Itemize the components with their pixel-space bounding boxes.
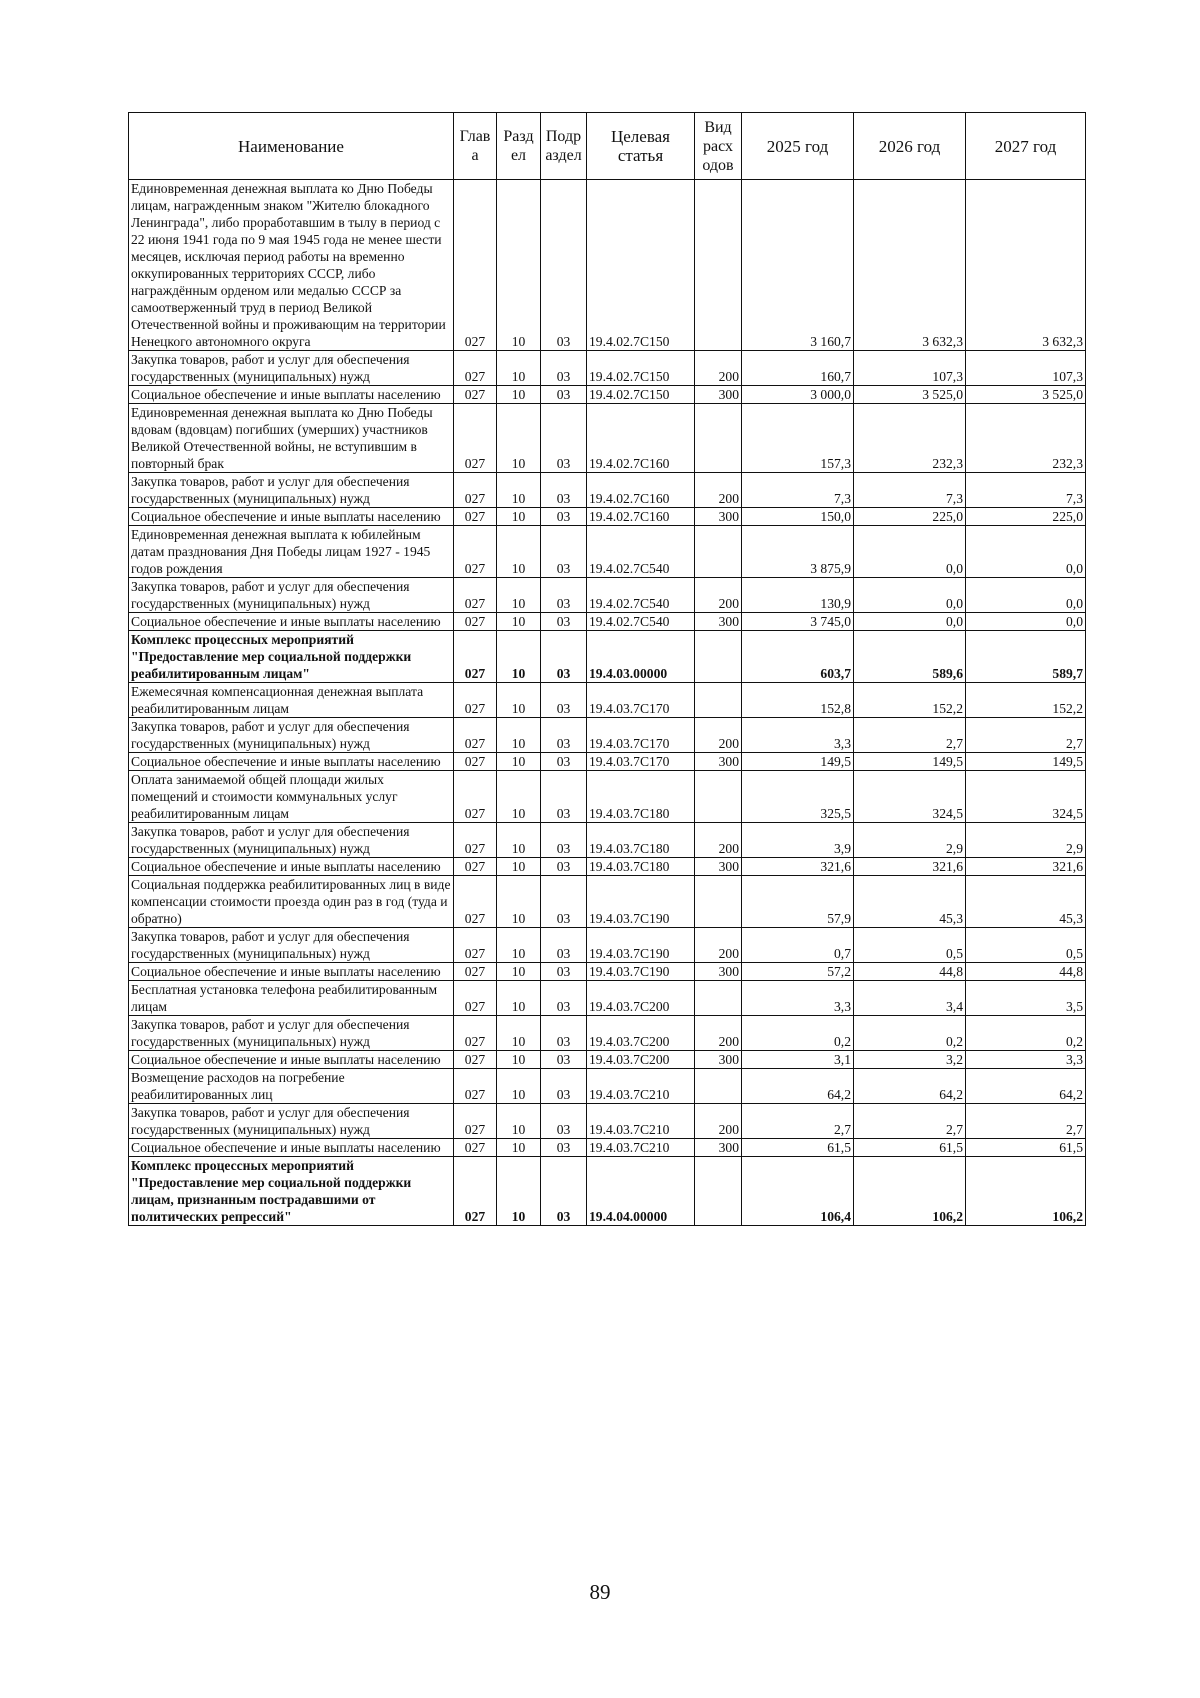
cell-2025: 160,7: [742, 351, 854, 386]
cell-article: 19.4.02.7С540: [587, 526, 695, 578]
cell-podrazdel: 03: [541, 928, 587, 963]
cell-vid: 300: [695, 508, 742, 526]
cell-article: 19.4.03.7С190: [587, 928, 695, 963]
cell-glava: 027: [454, 404, 497, 473]
cell-2026: 0,5: [854, 928, 966, 963]
cell-glava: 027: [454, 928, 497, 963]
cell-2026: 61,5: [854, 1139, 966, 1157]
cell-razdel: 10: [497, 876, 541, 928]
cell-glava: 027: [454, 771, 497, 823]
cell-razdel: 10: [497, 526, 541, 578]
budget-table: [128, 112, 1086, 1226]
cell-razdel: 10: [497, 1069, 541, 1104]
table-row: [129, 578, 1086, 613]
cell-2025: 3 745,0: [742, 613, 854, 631]
table-row: [129, 1139, 1086, 1157]
cell-name: Социальное обеспечение и иные выплаты населению: [129, 508, 454, 526]
cell-razdel: 10: [497, 771, 541, 823]
cell-podrazdel: 03: [541, 578, 587, 613]
cell-2025: 603,7: [742, 631, 854, 683]
cell-2026: 3,2: [854, 1051, 966, 1069]
table-row: [129, 771, 1086, 823]
cell-name: Закупка товаров, работ и услуг для обеспечения государственных (муниципальных) нужд: [129, 718, 454, 753]
cell-2025: 2,7: [742, 1104, 854, 1139]
header-podrazdel: Подр аздел: [541, 113, 587, 180]
cell-vid: [695, 876, 742, 928]
cell-article: 19.4.03.7С180: [587, 771, 695, 823]
cell-glava: 027: [454, 963, 497, 981]
cell-glava: 027: [454, 386, 497, 404]
cell-vid: 200: [695, 1104, 742, 1139]
cell-2025: 3 160,7: [742, 180, 854, 351]
cell-2027: 0,0: [966, 613, 1086, 631]
cell-2026: 149,5: [854, 753, 966, 771]
cell-razdel: 10: [497, 718, 541, 753]
table-row: [129, 1051, 1086, 1069]
header-article: Целевая статья: [587, 113, 695, 180]
cell-2026: 225,0: [854, 508, 966, 526]
cell-2026: 0,0: [854, 613, 966, 631]
cell-2025: 130,9: [742, 578, 854, 613]
table-row: [129, 613, 1086, 631]
cell-2027: 589,7: [966, 631, 1086, 683]
cell-2026: 321,6: [854, 858, 966, 876]
cell-vid: 300: [695, 1139, 742, 1157]
cell-glava: 027: [454, 683, 497, 718]
cell-name: Возмещение расходов на погребение реабилитированных лиц: [129, 1069, 454, 1104]
cell-2025: 0,2: [742, 1016, 854, 1051]
cell-2026: 0,0: [854, 578, 966, 613]
cell-vid: [695, 180, 742, 351]
cell-podrazdel: 03: [541, 1157, 587, 1226]
table-row: [129, 351, 1086, 386]
cell-2026: 44,8: [854, 963, 966, 981]
cell-2026: 3 525,0: [854, 386, 966, 404]
cell-razdel: 10: [497, 1139, 541, 1157]
cell-podrazdel: 03: [541, 508, 587, 526]
cell-razdel: 10: [497, 683, 541, 718]
cell-podrazdel: 03: [541, 473, 587, 508]
cell-razdel: 10: [497, 823, 541, 858]
table-row: [129, 858, 1086, 876]
header-2025: 2025 год: [742, 113, 854, 180]
cell-2027: 106,2: [966, 1157, 1086, 1226]
cell-2027: 64,2: [966, 1069, 1086, 1104]
cell-glava: 027: [454, 718, 497, 753]
header-glava: Глав а: [454, 113, 497, 180]
cell-vid: 300: [695, 386, 742, 404]
cell-article: 19.4.02.7С150: [587, 386, 695, 404]
table-row: [129, 180, 1086, 351]
cell-vid: 300: [695, 613, 742, 631]
cell-name: Оплата занимаемой общей площади жилых помещений и стоимости коммунальных услуг реабилитированным лицам: [129, 771, 454, 823]
table-row: [129, 981, 1086, 1016]
cell-glava: 027: [454, 1069, 497, 1104]
cell-glava: 027: [454, 981, 497, 1016]
cell-2026: 2,7: [854, 718, 966, 753]
cell-podrazdel: 03: [541, 1139, 587, 1157]
header-name: Наименование: [129, 113, 454, 180]
cell-2027: 7,3: [966, 473, 1086, 508]
cell-podrazdel: 03: [541, 981, 587, 1016]
table-row: [129, 718, 1086, 753]
cell-podrazdel: 03: [541, 613, 587, 631]
cell-glava: 027: [454, 1139, 497, 1157]
cell-podrazdel: 03: [541, 631, 587, 683]
table-row: [129, 631, 1086, 683]
cell-2027: 107,3: [966, 351, 1086, 386]
table-row: [129, 928, 1086, 963]
cell-2027: 3,5: [966, 981, 1086, 1016]
cell-article: 19.4.03.7С200: [587, 1016, 695, 1051]
cell-2025: 152,8: [742, 683, 854, 718]
cell-article: 19.4.02.7С540: [587, 613, 695, 631]
cell-2026: 7,3: [854, 473, 966, 508]
cell-2026: 2,9: [854, 823, 966, 858]
cell-article: 19.4.03.7С170: [587, 683, 695, 718]
cell-name: Ежемесячная компенсационная денежная выплата реабилитированным лицам: [129, 683, 454, 718]
table-row: [129, 823, 1086, 858]
table-row: [129, 753, 1086, 771]
cell-vid: [695, 771, 742, 823]
header-2027: 2027 год: [966, 113, 1086, 180]
cell-2026: 0,0: [854, 526, 966, 578]
cell-glava: 027: [454, 753, 497, 771]
cell-podrazdel: 03: [541, 180, 587, 351]
cell-podrazdel: 03: [541, 683, 587, 718]
cell-article: 19.4.04.00000: [587, 1157, 695, 1226]
cell-vid: 300: [695, 753, 742, 771]
cell-glava: 027: [454, 823, 497, 858]
cell-2026: 232,3: [854, 404, 966, 473]
cell-2027: 225,0: [966, 508, 1086, 526]
cell-2025: 149,5: [742, 753, 854, 771]
cell-article: 19.4.02.7С540: [587, 578, 695, 613]
cell-glava: 027: [454, 858, 497, 876]
cell-glava: 027: [454, 1104, 497, 1139]
cell-2027: 2,7: [966, 718, 1086, 753]
table-body: [129, 180, 1086, 1226]
cell-article: 19.4.02.7С160: [587, 473, 695, 508]
cell-name: Комплекс процессных мероприятий "Предоставление мер социальной поддержки реабилитированным лицам": [129, 631, 454, 683]
cell-2027: 45,3: [966, 876, 1086, 928]
table-row: [129, 1016, 1086, 1051]
cell-podrazdel: 03: [541, 351, 587, 386]
cell-2027: 0,5: [966, 928, 1086, 963]
cell-article: 19.4.02.7С150: [587, 351, 695, 386]
cell-2025: 3 000,0: [742, 386, 854, 404]
cell-name: Закупка товаров, работ и услуг для обеспечения государственных (муниципальных) нужд: [129, 351, 454, 386]
cell-2025: 7,3: [742, 473, 854, 508]
table-row: [129, 404, 1086, 473]
cell-2026: 324,5: [854, 771, 966, 823]
cell-name: Социальное обеспечение и иные выплаты населению: [129, 1051, 454, 1069]
cell-podrazdel: 03: [541, 858, 587, 876]
cell-name: Бесплатная установка телефона реабилитированным лицам: [129, 981, 454, 1016]
table-row: [129, 508, 1086, 526]
cell-razdel: 10: [497, 386, 541, 404]
cell-razdel: 10: [497, 1016, 541, 1051]
cell-2027: 2,7: [966, 1104, 1086, 1139]
table-row: [129, 526, 1086, 578]
cell-2025: 64,2: [742, 1069, 854, 1104]
cell-name: Социальное обеспечение и иные выплаты населению: [129, 858, 454, 876]
cell-2025: 0,7: [742, 928, 854, 963]
cell-glava: 027: [454, 578, 497, 613]
cell-name: Социальное обеспечение и иные выплаты населению: [129, 1139, 454, 1157]
cell-article: 19.4.03.7С190: [587, 963, 695, 981]
cell-podrazdel: 03: [541, 1016, 587, 1051]
cell-razdel: 10: [497, 1051, 541, 1069]
cell-podrazdel: 03: [541, 823, 587, 858]
cell-article: 19.4.03.7С210: [587, 1069, 695, 1104]
cell-razdel: 10: [497, 981, 541, 1016]
cell-glava: 027: [454, 526, 497, 578]
cell-2025: 325,5: [742, 771, 854, 823]
cell-name: Социальное обеспечение и иные выплаты населению: [129, 963, 454, 981]
cell-name: Единовременная денежная выплата ко Дню Победы вдовам (вдовцам) погибших (умерших) участников Великой Отечественной войны, не вступившим в повторный брак: [129, 404, 454, 473]
cell-2027: 3 525,0: [966, 386, 1086, 404]
cell-podrazdel: 03: [541, 404, 587, 473]
cell-name: Закупка товаров, работ и услуг для обеспечения государственных (муниципальных) нужд: [129, 578, 454, 613]
cell-2027: 2,9: [966, 823, 1086, 858]
cell-2027: 61,5: [966, 1139, 1086, 1157]
cell-name: Комплекс процессных мероприятий "Предоставление мер социальной поддержки лицам, признанным пострадавшими от политических репрессий": [129, 1157, 454, 1226]
cell-glava: 027: [454, 180, 497, 351]
cell-podrazdel: 03: [541, 876, 587, 928]
cell-glava: 027: [454, 876, 497, 928]
cell-article: 19.4.03.7С170: [587, 753, 695, 771]
table-row: [129, 1157, 1086, 1226]
table-row: [129, 963, 1086, 981]
cell-podrazdel: 03: [541, 718, 587, 753]
cell-vid: [695, 683, 742, 718]
cell-glava: 027: [454, 613, 497, 631]
cell-2025: 3,1: [742, 1051, 854, 1069]
cell-article: 19.4.03.7С210: [587, 1104, 695, 1139]
cell-2027: 0,2: [966, 1016, 1086, 1051]
cell-2027: 232,3: [966, 404, 1086, 473]
cell-article: 19.4.03.7С180: [587, 823, 695, 858]
cell-2025: 3,3: [742, 718, 854, 753]
cell-razdel: 10: [497, 753, 541, 771]
cell-razdel: 10: [497, 180, 541, 351]
cell-name: Единовременная денежная выплата ко Дню Победы лицам, награжденным знаком "Жителю блокадного Ленинграда", либо проработавшим в тылу в период с 22 июня 1941 года по 9 мая 1945 года не менее шести месяцев, исключая период работы на временно оккупированных территориях СССР, либо награждённым орденом или медалью СССР за самоотверженный труд в период Великой Отечественной войны и проживающим на территории Ненецкого автономного округа: [129, 180, 454, 351]
header-vid: Вид расх одов: [695, 113, 742, 180]
cell-razdel: 10: [497, 578, 541, 613]
cell-2026: 0,2: [854, 1016, 966, 1051]
cell-glava: 027: [454, 351, 497, 386]
cell-vid: 300: [695, 963, 742, 981]
cell-podrazdel: 03: [541, 386, 587, 404]
cell-2025: 3,3: [742, 981, 854, 1016]
cell-2025: 150,0: [742, 508, 854, 526]
table-row: [129, 1069, 1086, 1104]
cell-podrazdel: 03: [541, 526, 587, 578]
cell-2025: 57,2: [742, 963, 854, 981]
cell-name: Закупка товаров, работ и услуг для обеспечения государственных (муниципальных) нужд: [129, 823, 454, 858]
cell-glava: 027: [454, 473, 497, 508]
cell-vid: 200: [695, 718, 742, 753]
cell-name: Единовременная денежная выплата к юбилейным датам празднования Дня Победы лицам 1927 - 1945 годов рождения: [129, 526, 454, 578]
cell-vid: [695, 1157, 742, 1226]
cell-podrazdel: 03: [541, 1104, 587, 1139]
cell-article: 19.4.03.7С210: [587, 1139, 695, 1157]
cell-razdel: 10: [497, 928, 541, 963]
cell-2027: 152,2: [966, 683, 1086, 718]
cell-razdel: 10: [497, 631, 541, 683]
header-2026: 2026 год: [854, 113, 966, 180]
cell-article: 19.4.03.7С200: [587, 1051, 695, 1069]
cell-article: 19.4.02.7С150: [587, 180, 695, 351]
cell-podrazdel: 03: [541, 1051, 587, 1069]
cell-2027: 3,3: [966, 1051, 1086, 1069]
cell-name: Закупка товаров, работ и услуг для обеспечения государственных (муниципальных) нужд: [129, 473, 454, 508]
cell-name: Закупка товаров, работ и услуг для обеспечения государственных (муниципальных) нужд: [129, 1104, 454, 1139]
cell-2026: 107,3: [854, 351, 966, 386]
cell-article: 19.4.02.7С160: [587, 508, 695, 526]
cell-2025: 61,5: [742, 1139, 854, 1157]
cell-razdel: 10: [497, 963, 541, 981]
cell-article: 19.4.03.7С170: [587, 718, 695, 753]
cell-name: Социальное обеспечение и иные выплаты населению: [129, 386, 454, 404]
cell-article: 19.4.02.7С160: [587, 404, 695, 473]
cell-article: 19.4.03.00000: [587, 631, 695, 683]
cell-razdel: 10: [497, 508, 541, 526]
cell-podrazdel: 03: [541, 963, 587, 981]
cell-article: 19.4.03.7С200: [587, 981, 695, 1016]
cell-vid: [695, 1069, 742, 1104]
cell-glava: 027: [454, 1016, 497, 1051]
cell-vid: 300: [695, 858, 742, 876]
cell-2027: 0,0: [966, 526, 1086, 578]
cell-name: Закупка товаров, работ и услуг для обеспечения государственных (муниципальных) нужд: [129, 1016, 454, 1051]
cell-name: Социальное обеспечение и иные выплаты населению: [129, 613, 454, 631]
cell-podrazdel: 03: [541, 771, 587, 823]
cell-razdel: 10: [497, 351, 541, 386]
cell-vid: [695, 981, 742, 1016]
cell-razdel: 10: [497, 613, 541, 631]
table-row: [129, 683, 1086, 718]
cell-2025: 106,4: [742, 1157, 854, 1226]
cell-name: Социальное обеспечение и иные выплаты населению: [129, 753, 454, 771]
cell-2026: 3,4: [854, 981, 966, 1016]
cell-vid: 200: [695, 578, 742, 613]
cell-vid: [695, 404, 742, 473]
cell-vid: 200: [695, 473, 742, 508]
cell-vid: 200: [695, 928, 742, 963]
cell-vid: 200: [695, 351, 742, 386]
table-row: [129, 386, 1086, 404]
cell-2026: 64,2: [854, 1069, 966, 1104]
cell-2027: 0,0: [966, 578, 1086, 613]
cell-article: 19.4.03.7С190: [587, 876, 695, 928]
cell-2026: 152,2: [854, 683, 966, 718]
cell-podrazdel: 03: [541, 753, 587, 771]
cell-2026: 589,6: [854, 631, 966, 683]
table-header-row: [129, 113, 1086, 180]
cell-2025: 3 875,9: [742, 526, 854, 578]
cell-2027: 324,5: [966, 771, 1086, 823]
cell-razdel: 10: [497, 1104, 541, 1139]
cell-glava: 027: [454, 508, 497, 526]
cell-glava: 027: [454, 631, 497, 683]
cell-2027: 44,8: [966, 963, 1086, 981]
cell-2027: 321,6: [966, 858, 1086, 876]
table-row: [129, 473, 1086, 508]
cell-razdel: 10: [497, 473, 541, 508]
cell-vid: 200: [695, 823, 742, 858]
cell-razdel: 10: [497, 1157, 541, 1226]
page-number: 89: [589, 1580, 611, 1604]
cell-razdel: 10: [497, 404, 541, 473]
cell-glava: 027: [454, 1157, 497, 1226]
cell-2026: 2,7: [854, 1104, 966, 1139]
cell-2025: 3,9: [742, 823, 854, 858]
cell-vid: 200: [695, 1016, 742, 1051]
cell-2025: 157,3: [742, 404, 854, 473]
cell-2027: 3 632,3: [966, 180, 1086, 351]
cell-2027: 149,5: [966, 753, 1086, 771]
cell-2025: 57,9: [742, 876, 854, 928]
cell-podrazdel: 03: [541, 1069, 587, 1104]
cell-vid: [695, 526, 742, 578]
cell-razdel: 10: [497, 858, 541, 876]
cell-vid: 300: [695, 1051, 742, 1069]
cell-2026: 45,3: [854, 876, 966, 928]
header-razdel: Разд ел: [497, 113, 541, 180]
cell-article: 19.4.03.7С180: [587, 858, 695, 876]
cell-2025: 321,6: [742, 858, 854, 876]
cell-name: Социальная поддержка реабилитированных лиц в виде компенсации стоимости проезда один раз в год (туда и обратно): [129, 876, 454, 928]
cell-2026: 106,2: [854, 1157, 966, 1226]
cell-2026: 3 632,3: [854, 180, 966, 351]
cell-glava: 027: [454, 1051, 497, 1069]
cell-vid: [695, 631, 742, 683]
table-row: [129, 876, 1086, 928]
cell-name: Закупка товаров, работ и услуг для обеспечения государственных (муниципальных) нужд: [129, 928, 454, 963]
table-row: [129, 1104, 1086, 1139]
